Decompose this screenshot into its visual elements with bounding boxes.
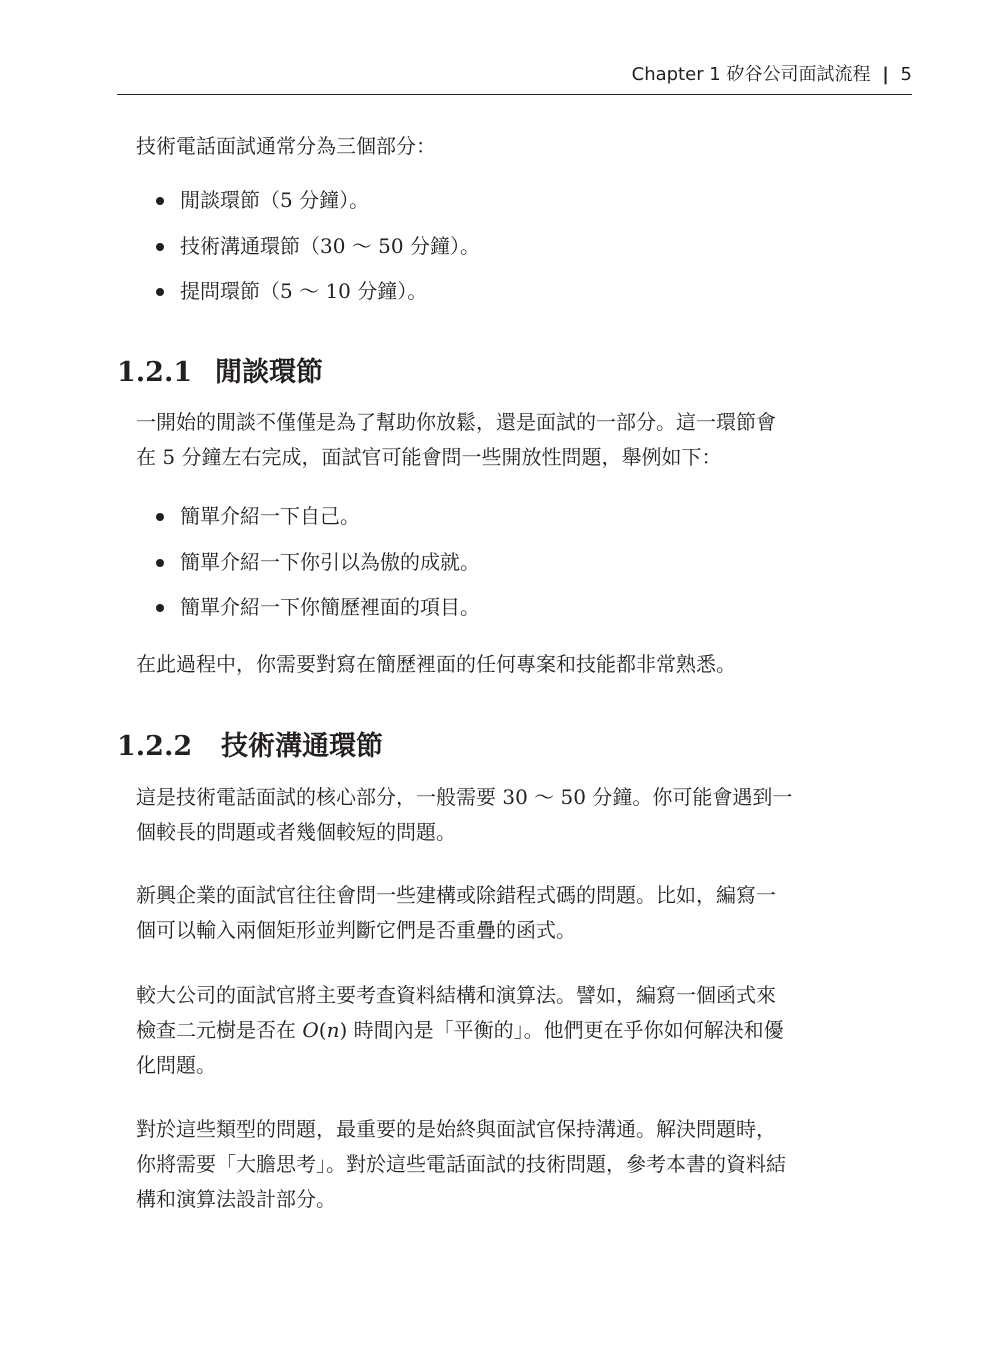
intro-paragraph [136,129,912,164]
paragraph-line: 檢查二元樹是否在 [136,1018,303,1042]
paragraph-line: 時間內是「平衡的」。他們更在乎你如何解決和優 [347,1018,784,1042]
bullet-icon [156,243,164,251]
paragraph-line: 構和演算法設計部分。 [136,1187,336,1211]
paragraph-line: 在 5 分鐘左右完成，面試官可能會問一些開放性問題，舉例如下： [136,445,722,469]
paragraph-line: 較大公司的面試官將主要考查資料結構和演算法。譬如，編寫一個函式來 [136,983,776,1007]
list-item [156,269,896,315]
list-item [156,585,896,631]
bullet-icon [156,604,164,612]
paragraph-line: 你將需要「大膽思考」。對於這些電話面試的技術問題，參考本書的資料結 [136,1152,786,1176]
section-1-2-2-paragraph-4 [136,1112,912,1217]
paragraph-line: 個可以輸入兩個矩形並判斷它們是否重疊的函式。 [136,918,576,942]
section-number: 1.2.1 [117,357,193,388]
section-1-2-1-paragraph [136,405,912,475]
intro-bullet-list [156,178,896,315]
intro-text: 技術電話面試通常分為三個部分： [136,134,436,158]
list-item-text: 閒談環節（5 分鐘）。 [180,188,370,212]
math-paren: ( [318,1018,327,1042]
chapter-label: Chapter 1 [631,64,721,85]
section-heading-1-2-2 [117,729,383,765]
chapter-title: 矽谷公司面試流程 [726,64,871,85]
page-number: 5 [900,64,912,85]
math-variable-n: n [326,1018,340,1042]
section-number: 1.2.2 [117,731,193,762]
paragraph-line: 對於這些類型的問題，最重要的是始終與面試官保持溝通。解決問題時， [136,1117,776,1141]
list-item [156,494,896,540]
bullet-icon [156,197,164,205]
list-item [156,224,896,270]
big-o-symbol: O [302,1018,319,1042]
section-title: 閒談環節 [215,357,323,388]
paragraph-line: 這是技術電話面試的核心部分，一般需要 30 ～ 50 分鐘。你可能會遇到一 [136,785,793,809]
bullet-icon [156,288,164,296]
paragraph-line: 在此過程中，你需要對寫在簡歷裡面的任何專案和技能都非常熟悉。 [136,652,736,676]
paragraph-line: 個較長的問題或者幾個較短的問題。 [136,820,456,844]
list-item [156,178,896,224]
bullet-icon [156,559,164,567]
section-1-2-2-paragraph-2 [136,878,912,948]
list-item-text: 提問環節（5 ～ 10 分鐘）。 [180,279,428,303]
page-header [117,60,912,95]
paragraph-line: 新興企業的面試官往往會問一些建構或除錯程式碼的問題。比如，編寫一 [136,883,776,907]
list-item-text: 簡單介紹一下你簡歷裡面的項目。 [180,595,480,619]
list-item [156,540,896,586]
list-item-text: 簡單介紹一下自己。 [180,504,360,528]
paragraph-line: 一開始的閒談不僅僅是為了幫助你放鬆，還是面試的一部分。這一環節會 [136,410,776,434]
list-item-text: 簡單介紹一下你引以為傲的成就。 [180,549,480,574]
header-separator: | [882,64,889,85]
section-1-2-1-closing [136,647,912,682]
section-1-2-2-paragraph-1 [136,780,912,850]
bullet-icon [156,513,164,521]
section-title: 技術溝通環節 [221,731,383,762]
section-1-2-2-paragraph-3 [136,978,912,1083]
section-1-2-1-bullet-list [156,494,896,631]
list-item-text: 技術溝通環節（30 ～ 50 分鐘）。 [180,233,480,258]
paragraph-line: 化問題。 [136,1053,216,1077]
section-heading-1-2-1 [117,355,323,391]
math-paren: ) [339,1018,348,1042]
